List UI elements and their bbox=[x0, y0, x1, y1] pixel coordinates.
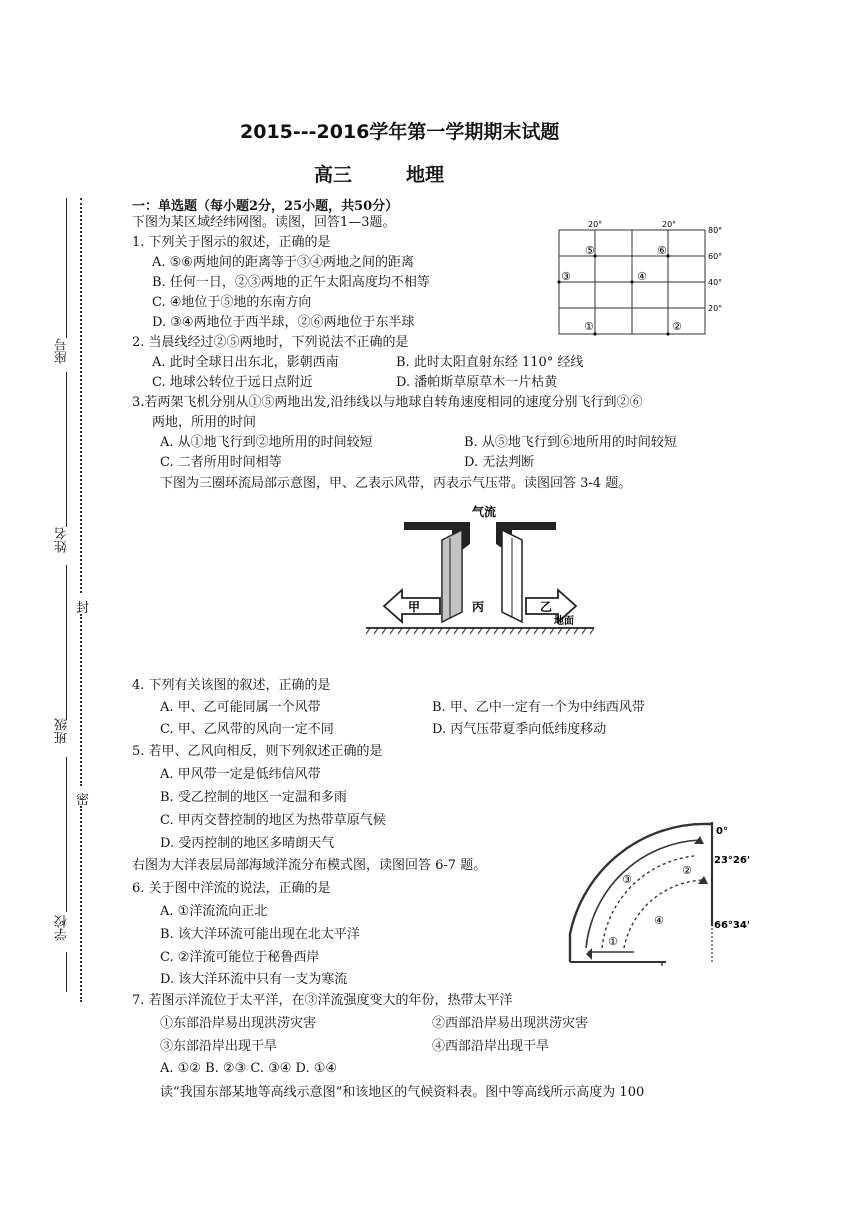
q5-option-a: A. 甲风带一定是低纬信风带 bbox=[160, 767, 321, 782]
q5-option-d: D. 受丙控制的地区多晴朗天气 bbox=[160, 836, 335, 851]
q7-item-3: ③东部沿岸出现干旱 bbox=[160, 1039, 278, 1054]
q3-option-b: B. 从⑤地飞行到⑥地所用的时间较短 bbox=[464, 435, 677, 450]
page-title: 2015---2016学年第一学期期末试题 bbox=[240, 121, 560, 143]
class-label: 班级 bbox=[55, 718, 70, 744]
subject-label: 地理 bbox=[406, 164, 445, 186]
grade-label: 高三 bbox=[314, 164, 353, 186]
q6-option-a: A. ①洋流流向正北 bbox=[160, 904, 268, 919]
q6-option-c: C. ②洋流可能位于秘鲁西岸 bbox=[160, 950, 320, 965]
point-2-dot bbox=[666, 332, 669, 335]
q5-option-c: C. 甲丙交替控制的地区为热带草原气候 bbox=[160, 813, 386, 828]
question-2: 2. 当晨线经过②⑤两地时，下列说法不正确的是 bbox=[132, 335, 409, 350]
q4-option-c: C. 甲、乙风带的风向一定不同 bbox=[160, 722, 334, 737]
ocean-current-figure bbox=[562, 816, 762, 972]
point-3-label: ③ bbox=[561, 270, 571, 283]
lat-label-20: 20° bbox=[708, 304, 723, 313]
point-2-label: ② bbox=[672, 320, 682, 333]
seal-mi: 密 bbox=[76, 793, 90, 808]
q3-option-a: A. 从①地飞行到②地所用的时间较短 bbox=[160, 435, 373, 450]
lon-label-right: 20° bbox=[662, 220, 677, 229]
q4-option-b: B. 甲、乙中一定有一个为中纬西风带 bbox=[432, 700, 645, 715]
q3-option-d: D. 无法判断 bbox=[464, 455, 535, 470]
lon-label-left: 20° bbox=[588, 220, 603, 229]
jia-label: 甲 bbox=[408, 600, 421, 614]
lat-66-label: 66°34' bbox=[714, 920, 750, 931]
lat-label-60: 60° bbox=[708, 252, 723, 261]
school-line-top bbox=[66, 757, 67, 912]
point-4-label: ④ bbox=[637, 270, 647, 283]
question-7: 7. 若图示洋流位于太平洋，在③洋流强度变大的年份，热带太平洋 bbox=[132, 993, 513, 1008]
q7-item-2: ②西部沿岸易出现洪涝灾害 bbox=[432, 1016, 589, 1031]
question-3-cont: 两地，所用的时间 bbox=[152, 415, 257, 430]
name-line-top bbox=[66, 372, 67, 527]
point-4-dot bbox=[630, 280, 633, 283]
point-6-dot bbox=[666, 254, 669, 257]
intro-next: 读“我国东部某地等高线示意图”和该地区的气候资料表。图中等高线所示高度为 100 bbox=[160, 1085, 645, 1100]
q7-item-4: ④西部沿岸出现干旱 bbox=[432, 1039, 550, 1054]
point-6-label: ⑥ bbox=[657, 244, 667, 257]
q2-option-a: A. 此时全球日出东北，影朝西南 bbox=[152, 355, 339, 370]
seal-feng: 封 bbox=[76, 601, 90, 616]
lat-label-40: 40° bbox=[708, 278, 723, 287]
lat-lon-grid-figure bbox=[548, 216, 730, 340]
current-1-arrowhead bbox=[586, 948, 592, 960]
question-1: 1. 下列关于图示的叙述，正确的是 bbox=[132, 235, 331, 250]
current-4-path bbox=[624, 880, 704, 948]
q2-option-d: D. 潘帕斯草原草木一片枯黄 bbox=[396, 375, 558, 390]
q6-option-b: B. 该大洋环流可能出现在北太平洋 bbox=[160, 927, 360, 942]
seat-line bbox=[66, 198, 67, 338]
current-2-label: ② bbox=[682, 864, 692, 877]
q4-option-d: D. 丙气压带夏季向低纬度移动 bbox=[432, 722, 607, 737]
q7-item-1: ①东部沿岸易出现洪涝灾害 bbox=[160, 1016, 317, 1031]
intro-q3-4: 下图为三圈环流局部示意图，甲、乙表示风带，丙表示气压带。读图回答 3-4 题。 bbox=[160, 476, 632, 491]
seat-label: 座号 bbox=[55, 338, 70, 364]
outer-coast-line bbox=[570, 824, 712, 962]
airflow-label: 气流 bbox=[472, 505, 497, 519]
name-label: 姓名 bbox=[55, 527, 70, 553]
q6-option-d: D. 该大洋环流中只有一支为寒流 bbox=[160, 972, 348, 987]
q1-option-c: C. ④地位于⑤地的东南方向 bbox=[152, 295, 312, 310]
question-6: 6. 关于图中洋流的说法，正确的是 bbox=[132, 881, 331, 896]
bing-label: 丙 bbox=[472, 600, 485, 614]
current-3-path bbox=[586, 840, 700, 948]
question-3: 3.若两架飞机分别从①⑤两地出发,沿纬线以与地球自转角速度相同的速度分别飞行到②⑥ bbox=[132, 395, 643, 410]
q1-option-d: D. ③④两地位于西半球，②⑥两地位于东半球 bbox=[152, 315, 415, 330]
yi-label: 乙 bbox=[540, 600, 553, 614]
current-4-label: ④ bbox=[654, 914, 664, 927]
seal-dotted-line-2 bbox=[80, 614, 82, 786]
school-line-bottom bbox=[66, 952, 67, 992]
intro-q6-7: 右图为大洋表层局部海域洋流分布模式图，读图回答 6-7 题。 bbox=[132, 858, 487, 873]
q1-option-a: A. ⑤⑥两地间的距离等于③④两地之间的距离 bbox=[152, 255, 414, 270]
q1-option-b: B. 任何一日，②③两地的正午太阳高度均不相等 bbox=[152, 275, 430, 290]
q2-option-c: C. 地球公转位于远日点附近 bbox=[152, 375, 313, 390]
lat-label-80: 80° bbox=[708, 226, 723, 235]
lat-0-label: 0° bbox=[716, 826, 728, 837]
current-1-label: ① bbox=[608, 935, 618, 948]
point-1-dot bbox=[593, 332, 596, 335]
intro-q1-3: 下图为某区域经纬网图。读图，回答1—3题。 bbox=[132, 215, 396, 230]
question-4: 4. 下列有关该图的叙述，正确的是 bbox=[132, 678, 331, 693]
seal-dotted-line-1 bbox=[80, 198, 82, 593]
ground-label: 地面 bbox=[554, 616, 574, 627]
q5-option-b: B. 受乙控制的地区一定温和多雨 bbox=[160, 790, 347, 805]
point-1-label: ① bbox=[584, 320, 594, 333]
q4-option-a: A. 甲、乙可能同属一个风带 bbox=[160, 700, 321, 715]
q2-option-b: B. 此时太阳直射东经 110° 经线 bbox=[396, 355, 584, 370]
lat-23-label: 23°26' bbox=[714, 855, 750, 866]
point-5-label: ⑤ bbox=[585, 244, 595, 257]
seal-dotted-line-3 bbox=[80, 806, 82, 1002]
q7-options: A. ①② B. ②③ C. ③④ D. ①④ bbox=[160, 1061, 338, 1076]
class-line-top bbox=[66, 565, 67, 720]
question-5: 5. 若甲、乙风向相反，则下列叙述正确的是 bbox=[132, 744, 383, 759]
circulation-figure bbox=[362, 500, 598, 636]
current-3-label: ③ bbox=[622, 873, 632, 886]
section-heading: 一：单选题（每小题2分，25小题，共50分） bbox=[132, 199, 399, 214]
q3-option-c: C. 二者所用时间相等 bbox=[160, 455, 282, 470]
school-label: 学校 bbox=[55, 915, 70, 941]
